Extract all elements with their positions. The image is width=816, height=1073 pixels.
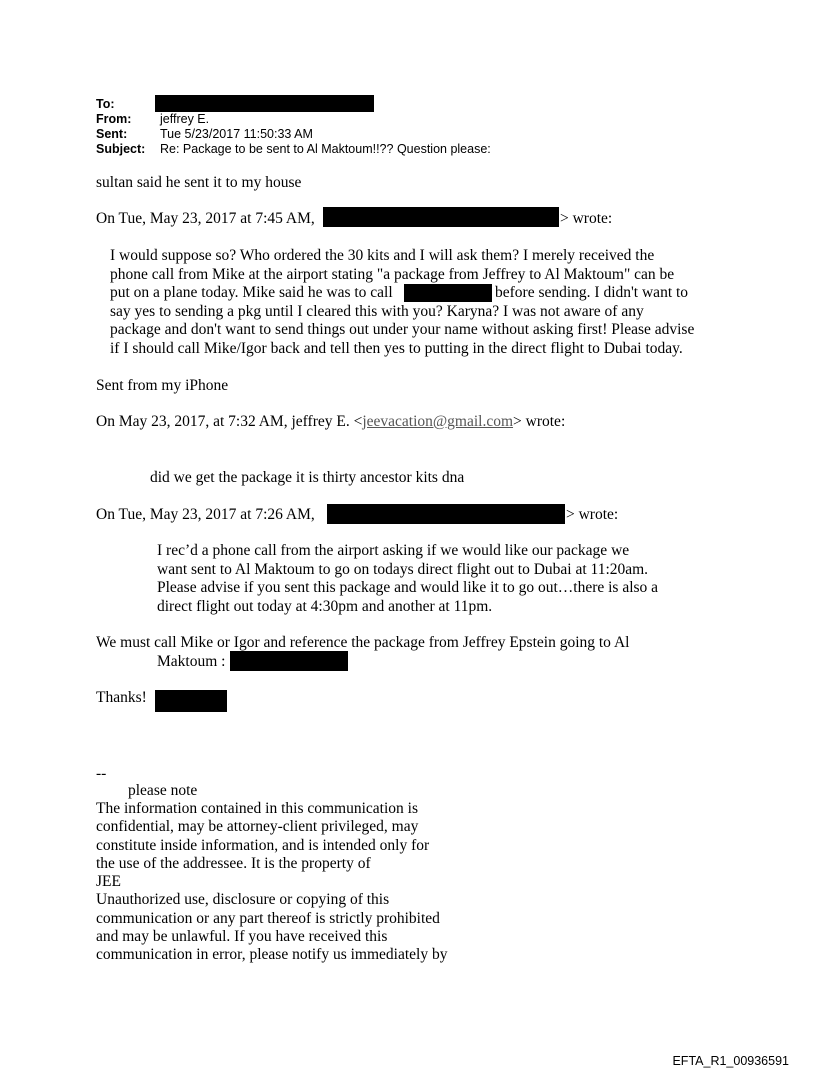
redacted-sender [323, 207, 559, 227]
sent-value: Tue 5/23/2017 11:50:33 AM [160, 127, 313, 141]
sent-label: Sent: [96, 127, 128, 141]
quote1-intro: On Tue, May 23, 2017 at 7:45 AM, [96, 210, 315, 227]
to-label: To: [96, 97, 115, 111]
redacted-name [230, 651, 348, 671]
from-value: jeffrey E. [160, 112, 210, 126]
quote1-line: before sending. I didn't want to [495, 284, 689, 301]
subject-value: Re: Package to be sent to Al Maktoum!!?? Question please: [160, 142, 491, 156]
thanks-text: Thanks! [96, 689, 147, 706]
from-label: From: [96, 112, 132, 126]
quote1-line: say yes to sending a pkg until I cleared this with you? Karyna? I was not aware of any [110, 303, 644, 320]
disclaimer-line: communication in error, please notify us immediately by [96, 946, 448, 963]
please-note: please note [128, 782, 198, 799]
email-link[interactable]: jeevacation@gmail.com [362, 413, 514, 430]
quote3-line: Please advise if you sent this package and would like it to go out…there is also a [157, 579, 659, 596]
disclaimer-line: confidential, may be attorney-client privileged, may [96, 818, 419, 835]
quote2-text: did we get the package it is thirty ancestor kits dna [150, 469, 465, 486]
quote3-intro-wrote: > wrote: [566, 506, 619, 523]
quote1-line: phone call from Mike at the airport stating "a package from Jeffrey to Al Maktoum" can be [110, 266, 675, 283]
quote3-intro: On Tue, May 23, 2017 at 7:26 AM, [96, 506, 315, 523]
quote3-line: I rec’d a phone call from the airport asking if we would like our package we [157, 542, 630, 559]
disclaimer-line: the use of the addressee. It is the property of [96, 855, 371, 872]
call-line-2: Maktoum : [157, 653, 226, 670]
sent-from-text: Sent from my iPhone [96, 377, 229, 394]
redacted-recipient [155, 95, 374, 112]
disclaimer-line: The information contained in this communication is [96, 800, 418, 817]
quote1-intro-wrote: > wrote: [560, 210, 613, 227]
disclaimer-line: constitute inside information, and is intended only for [96, 837, 430, 854]
quote1-line: put on a plane today. Mike said he was to call [110, 284, 393, 301]
quote3-line: direct flight out today at 4:30pm and another at 11pm. [157, 598, 493, 615]
quote1-line: if I should call Mike/Igor back and tell then yes to putting in the direct flight to Dubai today. [110, 340, 683, 357]
quote3-line: want sent to Al Maktoum to go on todays direct flight out to Dubai at 11:20am. [157, 561, 649, 578]
document-id: EFTA_R1_00936591 [672, 1054, 789, 1068]
quote1-line: I would suppose so? Who ordered the 30 kits and I will ask them? I merely received the [110, 247, 655, 264]
disclaimer-line: communication or any part thereof is strictly prohibited [96, 910, 440, 927]
quote2-intro: On May 23, 2017, at 7:32 AM, jeffrey E. <jeevacation@gmail.com> wrote: [96, 413, 566, 430]
signature-separator: -- [96, 765, 107, 782]
redacted-name [404, 284, 492, 302]
redacted-sender [327, 504, 565, 524]
call-line-1: We must call Mike or Igor and reference the package from Jeffrey Epstein going to Al [96, 634, 630, 651]
reply-text: sultan said he sent it to my house [96, 174, 302, 191]
subject-label: Subject: [96, 142, 146, 156]
quote1-line: package and don't want to send things out under your name without asking first! Please advise [110, 321, 695, 338]
disclaimer-line: Unauthorized use, disclosure or copying of this [96, 891, 390, 908]
redacted-signature [155, 690, 227, 712]
disclaimer-line: and may be unlawful. If you have received this [96, 928, 388, 945]
disclaimer-line: JEE [96, 873, 121, 890]
